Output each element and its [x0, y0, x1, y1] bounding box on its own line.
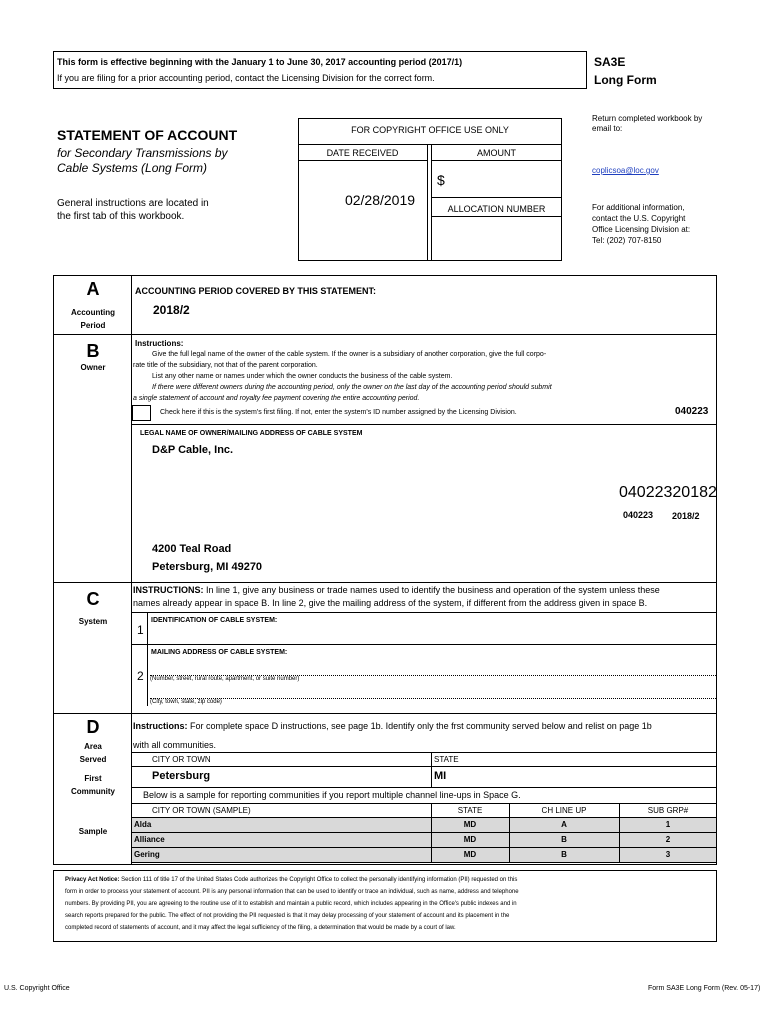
- identification-label: IDENTIFICATION OF CABLE SYSTEM:: [151, 617, 278, 624]
- form-type: Long Form: [594, 73, 657, 87]
- system-id-value: 040223: [675, 406, 709, 417]
- sample-row-2-lineup: B: [561, 835, 567, 844]
- section-d-instr-title: Instructions:: [133, 721, 188, 731]
- section-d-label-sample: Sample: [78, 827, 108, 836]
- sample-header-subgrp: SUB GRP#: [647, 806, 689, 815]
- general-instr-1: General instructions are located in: [57, 198, 209, 209]
- return-text: Return completed workbook by email to:: [592, 114, 703, 133]
- owner-address-2: Petersburg, MI 49270: [152, 561, 263, 573]
- privacy-line-1: [65, 877, 517, 883]
- owner-name-value: D&P Cable, Inc.: [152, 444, 234, 456]
- section-d-label-area: Area: [84, 742, 102, 751]
- owner-address-1: 4200 Teal Road: [152, 543, 232, 555]
- first-community-city: Petersburg: [152, 770, 211, 782]
- privacy-line-5: completed record of statements of account, and it may affect the legal sufficiency of the filing, a determination that would be made by a court of law.: [65, 925, 456, 931]
- section-c-instr-title: INSTRUCTIONS:: [133, 585, 204, 595]
- section-b-instr-1: Give the full legal name of the owner of the cable system. If the owner is a subsidiary of another corporation, give the full corpo-: [152, 351, 547, 358]
- effective-line-1: This form is effective beginning with the January 1 to June 30, 2017 accounting period (2017/1): [57, 57, 463, 67]
- section-c-label: System: [78, 617, 108, 626]
- footer-right: Form SA3E Long Form (Rev. 05-17): [648, 985, 761, 992]
- sample-row-2-state: MD: [463, 835, 477, 844]
- privacy-title: Privacy Act Notice:: [65, 877, 120, 883]
- section-c-instr-1: [133, 585, 660, 595]
- mailing-address-label: MAILING ADDRESS OF CABLE SYSTEM:: [151, 649, 288, 656]
- city-or-town-label: CITY OR TOWN: [152, 755, 211, 764]
- section-d-instr-2: with all communities.: [133, 740, 217, 750]
- legal-name-label: LEGAL NAME OF OWNER/MAILING ADDRESS OF CABLE SYSTEM: [140, 430, 363, 437]
- return-email-link[interactable]: coplicsoa@loc.gov: [592, 166, 659, 175]
- section-c-instr-1-text: In line 1, give any business or trade names used to identify the business and operation of the system unless these: [206, 585, 660, 595]
- section-b-instr-5: a single statement of account and royalty fee payment covering the entire accounting period.: [133, 395, 420, 402]
- date-received-label: DATE RECEIVED: [326, 148, 399, 158]
- sample-header-state: STATE: [457, 806, 483, 815]
- sample-header-lineup: CH LINE UP: [541, 806, 587, 815]
- general-instr-2: the first tab of this workbook.: [57, 211, 185, 222]
- section-d-label-first: First: [84, 774, 102, 783]
- accounting-period-heading: ACCOUNTING PERIOD COVERED BY THIS STATEMENT:: [135, 286, 377, 296]
- contact-line-3: Office Licensing Division at:: [592, 225, 691, 234]
- first-filing-checkbox[interactable]: [132, 405, 151, 421]
- sample-header-city: CITY OR TOWN (SAMPLE): [152, 806, 251, 815]
- title-sub-2: Cable Systems (Long Form): [57, 161, 208, 175]
- contact-line-4: Tel: (202) 707-8150: [592, 236, 662, 245]
- office-use-box: [298, 118, 562, 261]
- form-code: SA3E: [594, 55, 626, 69]
- accounting-period-value: 2018/2: [153, 303, 190, 317]
- section-a-letter: A: [86, 279, 100, 299]
- sample-row-1-city: Alda: [134, 820, 152, 829]
- privacy-line-2: form in order to process your statement of account. PII is any personal information that can be used to identify or trace an individual, such as name, address and telephone: [65, 889, 519, 895]
- city-hint: (City, town, state, zip code): [150, 699, 222, 705]
- contact-line-1: For additional information,: [592, 203, 685, 212]
- footer-left: U.S. Copyright Office: [4, 985, 70, 992]
- sample-row-3-state: MD: [463, 850, 477, 859]
- section-b-instr-4: If there were different owners during the accounting period, only the owner on the last day of the accounting period should submit: [152, 384, 552, 391]
- section-c-letter: C: [86, 589, 100, 609]
- section-b-label: Owner: [80, 363, 106, 372]
- privacy-line-1-text: Section 111 of title 17 of the United States Code authorizes the Copyright Office to collect the personally identifying information (PII) requested on this: [121, 877, 518, 883]
- owner-small-id: 040223: [623, 510, 654, 520]
- sample-row-1-lineup: A: [561, 820, 567, 829]
- amount-label: AMOUNT: [477, 148, 516, 158]
- privacy-line-4: search reports prepared for the public. The effect of not providing the PII requested is that it may delay processing of your statement of account and its placement in the: [65, 913, 510, 919]
- section-d-instr-1-text: For complete space D instructions, see page 1b. Identify only the frst community served below and relist on page 1b: [190, 721, 652, 731]
- sample-row-2-city: Alliance: [134, 835, 165, 844]
- sample-note: Below is a sample for reporting communities if you report multiple channel line-ups in Space G.: [143, 790, 521, 800]
- line-1-number: 1: [137, 623, 144, 637]
- title-sub-1: for Secondary Transmissions by: [57, 146, 228, 160]
- line-2-number: 2: [137, 669, 144, 683]
- section-d-label-served: Served: [79, 755, 107, 764]
- section-b-instr-title: Instructions:: [135, 339, 184, 348]
- owner-small-period: 2018/2: [672, 511, 700, 521]
- contact-line-2: contact the U.S. Copyright: [592, 214, 686, 223]
- amount-dollar: $: [437, 172, 445, 188]
- sample-row-3-subgrp: 3: [665, 850, 671, 859]
- section-d-letter: D: [86, 717, 100, 737]
- section-b-instr-3: List any other name or names under which the owner conducts the business of the cable system.: [152, 373, 453, 380]
- first-community-state: MI: [434, 770, 447, 782]
- office-use-heading: FOR COPYRIGHT OFFICE USE ONLY: [351, 125, 509, 135]
- sample-row-3-city: Gering: [134, 850, 160, 859]
- sample-row-2-subgrp: 2: [665, 835, 671, 844]
- state-label: STATE: [434, 755, 459, 764]
- sample-row-1-state: MD: [463, 820, 477, 829]
- section-d-instr-1: [133, 721, 652, 731]
- section-a-label-2: Period: [80, 321, 106, 330]
- first-filing-text: Check here if this is the system's first filing. If not, enter the system's ID number assigned by the Licensing Division.: [160, 409, 517, 416]
- owner-big-id: 04022320182: [619, 484, 717, 501]
- section-d-label-community: Community: [71, 787, 115, 796]
- privacy-line-3: numbers. By providing PII, you are agreeing to the routine use of it to establish and maintain a public record, which includes appearing in the Office's public indexes and in: [65, 901, 517, 907]
- section-b-instr-2: rate title of the subsidiary, not that of the parent corporation.: [133, 362, 318, 369]
- date-received-value: 02/28/2019: [344, 192, 416, 208]
- sample-row-3-lineup: B: [561, 850, 567, 859]
- sample-row-1-subgrp: 1: [665, 820, 671, 829]
- section-c-instr-2: names already appear in space B. In line 2, give the mailing address of the system, if different from the address given in space B.: [133, 598, 648, 608]
- section-a-label-1: Accounting: [71, 308, 115, 317]
- effective-line-2: If you are filing for a prior accounting period, contact the Licensing Division for the correct form.: [57, 73, 435, 83]
- street-hint: (Number, street, rural route, apartment, or suite number): [150, 676, 300, 682]
- allocation-number-label: ALLOCATION NUMBER: [447, 204, 546, 214]
- page-title: STATEMENT OF ACCOUNT: [57, 127, 238, 143]
- section-b-letter: B: [86, 341, 100, 361]
